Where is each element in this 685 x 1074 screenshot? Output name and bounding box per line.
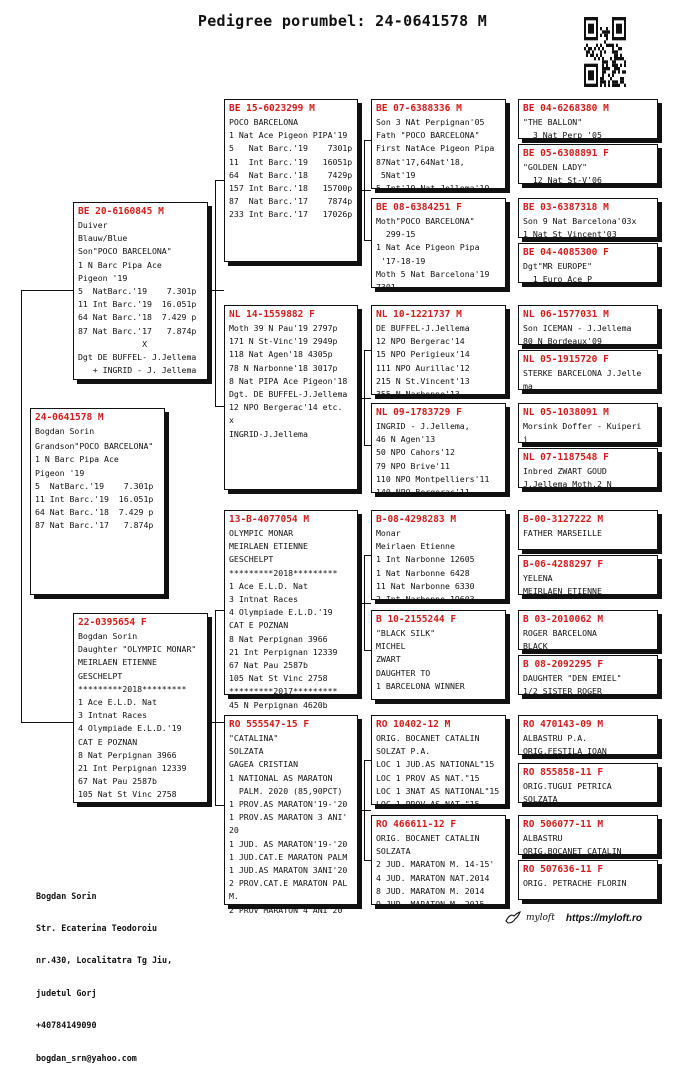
great-grandparent-card — [371, 715, 506, 810]
pedigree-line: Moth 5 Nat Barcelona'19 — [376, 268, 490, 279]
pedigree-line: 1 N Barc Pipa Ace — [78, 259, 162, 270]
pedigree-line: j — [523, 434, 528, 445]
pedigree-line: SOLZATA — [229, 746, 264, 757]
ring-number: NL 06-1577031 M — [523, 309, 609, 320]
ancestor-card — [518, 860, 658, 900]
pedigree-line: 1 NATIONAL AS MARATON — [229, 772, 333, 783]
sire-card — [73, 202, 208, 380]
pedigree-line: 7301 — [376, 282, 396, 293]
pedigree-line: 5 Int'19,Nat Jellema'19 — [376, 183, 490, 194]
pedigree-line: Grandson"POCO BARCELONA" — [35, 441, 154, 452]
page-title: Pedigree porumbel: 24-0641578 M — [197, 12, 488, 30]
connector-line — [21, 722, 73, 723]
pedigree-line: GAGEA CRISTIAN — [229, 759, 299, 770]
pedigree-line: Bogdan Sorin — [35, 426, 95, 436]
pedigree-line: 8 Nat Perpignan 3966 — [229, 633, 328, 644]
ancestor-card — [518, 305, 658, 345]
pedigree-line: 5Nat'19 — [376, 169, 416, 180]
ancestor-card — [518, 243, 658, 283]
pedigree-line: 111 NPO Aurillac'12 — [376, 362, 470, 373]
pedigree-line: 46 N Agen'13 — [376, 434, 436, 445]
pedigree-line: 4 Olympiade E.L.D.'19 — [229, 607, 333, 618]
pedigree-line: ZWART — [376, 654, 401, 665]
pedigree-line: 5 Nat Barc.'19 7301p — [229, 143, 353, 154]
pedigree-line: 3 Intnat Races — [229, 594, 299, 605]
ring-number: 24-0641578 M — [35, 412, 104, 423]
great-grandparent-card — [371, 198, 506, 293]
grandparent-card — [224, 510, 358, 710]
pedigree-line: '17-18-19 — [376, 255, 426, 266]
pedigree-line: 8 JUD. MARATON M. 2014 — [376, 885, 485, 896]
great-grandparent-card — [371, 510, 506, 605]
pedigree-line: 20 — [229, 825, 239, 836]
pedigree-line: 171 N St-Vinc'19 2949p — [229, 336, 338, 347]
ring-number: NL 10-1221737 M — [376, 309, 462, 320]
pedigree-line: MICHEL — [376, 641, 406, 652]
pedigree-line: J.Jellema Moth.2 N — [523, 479, 612, 490]
pedigree-line: STERKE BARCELONA J.Jelle — [523, 368, 642, 378]
pedigree-line: 64 Nat Barc.'18 7.429 p — [35, 507, 154, 518]
ring-number: BE 08-6384251 F — [376, 202, 462, 213]
pedigree-line: 215 N St.Vincent'13 — [376, 375, 470, 386]
pedigree-line: 11 Int Barc.'19 16.051p — [78, 299, 197, 310]
pedigree-line: 355 N Narbonne'13 — [376, 389, 460, 400]
great-grandparent-card — [371, 403, 506, 498]
pedigree-line: SOLZATA — [376, 846, 411, 857]
pedigree-line: Son 9 Nat Barcelona'03x — [523, 216, 637, 226]
pedigree-line: 105 Nat St Vinc 2758 — [78, 789, 177, 800]
pedigree-line: 1 Int Narbonne 12605 — [376, 554, 475, 565]
pedigree-line: 1 Euro Ace P — [523, 274, 593, 285]
connector-line — [358, 810, 371, 811]
pedigree-line: Moth 39 N Pau'19 2797p — [229, 323, 338, 333]
pedigree-line: Dgt. DE BUFFEL-J.Jellema — [229, 389, 348, 400]
pedigree-line: POCO BARCELONA — [229, 117, 299, 127]
ancestor-card — [518, 403, 658, 443]
ancestor-card — [518, 655, 658, 695]
pedigree-line: Monar — [376, 528, 401, 538]
pedigree-line: *********2017********* — [229, 686, 338, 697]
ring-number: B 03-2010062 M — [523, 614, 604, 625]
connector-line — [364, 445, 371, 446]
pedigree-line: First NatAce Pigeon Pipa — [376, 143, 495, 154]
pedigree-line: Bogdan Sorin — [78, 631, 138, 641]
pedigree-line: 5 NatBarc.'19 7.301p — [35, 480, 154, 491]
connector-line — [215, 610, 216, 805]
ring-number: B-08-4298283 M — [376, 514, 457, 525]
pedigree-line: 87Nat'17,64Nat'18, — [376, 156, 465, 167]
dam-card — [73, 613, 208, 803]
pedigree-line: 233 Int Barc.'17 17026p — [229, 209, 353, 220]
pedigree-line: OLYMPIC MONAR — [229, 528, 294, 538]
ancestor-card — [518, 99, 658, 139]
owner-street: Str. Ecaterina Teodoroiu — [36, 922, 158, 933]
owner-email: bogdan_srn@yahoo.com — [36, 1052, 137, 1063]
pedigree-line: 15 NPO Perigieux'14 — [376, 349, 470, 360]
ring-number: NL 07-1187548 F — [523, 452, 609, 463]
pedigree-line: Son"POCO BARCELONA" — [78, 246, 172, 257]
ancestor-card — [518, 555, 658, 595]
ring-number: RO 470143-09 M — [523, 719, 604, 730]
ring-number: BE 03-6387318 M — [523, 202, 609, 213]
pedigree-line: 1 Ace E.L.D. Nat — [229, 580, 308, 591]
connector-line — [208, 290, 224, 291]
owner-phone: +40784149090 — [36, 1020, 97, 1031]
pedigree-line: "GOLDEN LADY" — [523, 162, 588, 172]
ring-number: BE 05-6308891 F — [523, 148, 609, 159]
pedigree-line: YELENA — [523, 573, 553, 583]
great-grandparent-card — [371, 99, 506, 194]
pedigree-line: 80 N Bordeaux'09 — [523, 336, 602, 347]
pedigree-line: X — [78, 338, 148, 349]
pedigree-line: 4 Olympiade E.L.D.'19 — [78, 723, 182, 734]
great-grandparent-card — [371, 610, 506, 700]
pedigree-line: 1 Nat Narbonne 6428 — [376, 567, 470, 578]
pedigree-line: MEIRLAEN ETIENNE — [78, 657, 157, 668]
pedigree-line: 3 Nat Perp '05 — [523, 130, 602, 141]
pedigree-line: GESCHELPT — [78, 670, 123, 681]
pedigree-line: 50 NPO Cahors'12 — [376, 447, 455, 458]
ancestor-card — [518, 510, 658, 550]
pedigree-line: 299-15 — [376, 229, 416, 240]
ancestor-card — [518, 815, 658, 855]
ring-number: B 10-2155244 F — [376, 614, 457, 625]
pedigree-line: 12 NPO Bergerac'14 etc. — [229, 402, 343, 413]
ring-number: BE 04-4085300 F — [523, 247, 609, 258]
pedigree-line: 9 JUD. MARATON M. 2015 — [376, 899, 485, 910]
pedigree-line: 11 Nat Narbonne 6330 — [376, 580, 475, 591]
pedigree-line: LOC 1 3NAT AS NATIONAL"15 — [376, 785, 500, 796]
pedigree-line: 78 N Narbonne'18 3017p — [229, 362, 338, 373]
ring-number: RO 507636-11 F — [523, 864, 604, 875]
pedigree-line: 67 Nat Pau 2587b — [78, 776, 157, 787]
connector-line — [364, 760, 371, 761]
pedigree-line: 2 PROV MARATON 4 ANI'20 — [229, 904, 343, 915]
connector-line — [358, 398, 371, 399]
pedigree-line: 87 Nat Barc.'17 7874p — [229, 196, 353, 207]
pedigree-line: 87 Nat Barc.'17 7.874p — [78, 325, 197, 336]
pedigree-line: 1 Nat St Vincent'03 — [523, 229, 617, 240]
qr-code — [584, 17, 626, 87]
ring-number: BE 15-6023299 M — [229, 103, 315, 114]
pedigree-line: Pigeon '19 — [78, 272, 128, 283]
pedigree-line: M. — [229, 891, 239, 902]
pedigree-line: 64 Nat Barc.'18 7429p — [229, 169, 353, 180]
pedigree-line: Inbred ZWART GOUD — [523, 466, 607, 476]
ring-number: NL 05-1915720 F — [523, 354, 609, 365]
ancestor-card — [518, 198, 658, 238]
great-grandparent-card — [371, 815, 506, 910]
ring-number: B 08-2092295 F — [523, 659, 604, 670]
pedigree-line: 1 JUD.AS MARATON 3ANI'20 — [229, 865, 348, 876]
owner-contact — [36, 869, 172, 1074]
ancestor-card — [518, 610, 658, 650]
pedigree-line: ORIG. BOCANET CATALIN — [376, 733, 480, 743]
connector-line — [215, 180, 224, 181]
connector-line — [215, 610, 224, 611]
pedigree-line: CAT E POZNAN — [78, 736, 138, 747]
pedigree-line: DE BUFFEL-J.Jellema — [376, 323, 470, 333]
pedigree-line: *********2018********* — [78, 683, 187, 694]
pedigree-line: 3 Intnat Races — [78, 710, 148, 721]
pedigree-line: 2 JUD. MARATON M. 14-15' — [376, 859, 495, 870]
pedigree-line: Duiver — [78, 220, 108, 230]
pedigree-line: ORIG. PETRACHE FLORIN — [523, 878, 627, 888]
pedigree-line: ORIG.BOCANET CATALIN — [523, 846, 622, 857]
ring-number: B-00-3127222 M — [523, 514, 604, 525]
pedigree-line: x — [229, 415, 234, 426]
pigeon-logo-icon — [505, 911, 521, 925]
ancestor-card — [518, 350, 658, 390]
pedigree-line: 1 PROV.AS MARATON'19-'20 — [229, 799, 348, 810]
ring-number: RO 506077-11 M — [523, 819, 604, 830]
pedigree-line: PALM. 2020 (85,90PCT) — [229, 785, 343, 796]
pedigree-line: CAT E POZNAN — [229, 620, 289, 631]
ring-number: 22-0395654 F — [78, 617, 147, 628]
pedigree-line: ALBASTRU — [523, 833, 563, 843]
connector-line — [208, 722, 224, 723]
pedigree-line: LOC 1 PROV AS NAT."15 — [376, 799, 480, 810]
pedigree-line: 8 Nat PIPA Ace Pigeon'18 — [229, 375, 348, 386]
connector-line — [364, 650, 371, 651]
pedigree-line: 87 Nat Barc.'17 7.874p — [35, 520, 154, 531]
connector-line — [364, 240, 371, 241]
pedigree-line: 1 PROV.AS MARATON 3 ANI' — [229, 812, 348, 823]
connector-line — [215, 406, 224, 407]
pedigree-line: Pigeon '19 — [35, 467, 85, 478]
pedigree-line: 1 N Barc Pipa Ace — [35, 454, 119, 465]
pedigree-line: 1 JUD.CAT.E MARATON PALM — [229, 851, 348, 862]
pedigree-line: + INGRID - J. Jellema — [78, 365, 197, 376]
owner-county: judetul Gorj — [36, 987, 97, 998]
ring-number: RO 855858-11 F — [523, 767, 604, 778]
pedigree-line: ORIG.FESTILA IOAN — [523, 746, 607, 757]
pedigree-line: Son 3 NAt Perpignan'05 — [376, 117, 485, 127]
pedigree-line: Meirlaen Etienne — [376, 541, 455, 552]
grandparent-card — [224, 305, 358, 490]
ring-number: NL 14-1559882 F — [229, 309, 315, 320]
pedigree-line: 2 Int Narbonne 19603 — [376, 594, 475, 605]
pedigree-line: 118 Nat Agen'18 4305p — [229, 349, 333, 360]
ring-number: RO 555547-15 F — [229, 719, 310, 730]
ring-number: BE 04-6268380 M — [523, 103, 609, 114]
grandparent-card — [224, 715, 358, 915]
pedigree-line: GESCHELPT — [229, 554, 274, 565]
pedigree-line: 105 Nat St Vinc 2758 — [229, 673, 328, 684]
pedigree-line: LOC 1 PROV AS NAT."15 — [376, 772, 480, 783]
pedigree-line: Blauw/Blue — [78, 233, 128, 244]
pedigree-line: Fath "POCO BARCELONA" — [376, 130, 480, 141]
pedigree-line: MEIRLAEN ETIENNE — [523, 586, 602, 597]
pedigree-line: 79 NPO Brive'11 — [376, 460, 450, 471]
pedigree-line: 2 PROV.CAT.E MARATON PAL — [229, 878, 348, 889]
ring-number: NL 05-1038091 M — [523, 407, 609, 418]
pedigree-line: 8 Nat Perpignan 3966 — [78, 749, 177, 760]
connector-line — [358, 190, 371, 191]
brand-footer — [505, 911, 642, 925]
pedigree-line: Dgt"MR EUROPE" — [523, 261, 593, 271]
pedigree-line: Morsink Doffer - Kuiperi — [523, 421, 642, 431]
pedigree-line: 21 Int Perpignan 12339 — [78, 763, 187, 774]
great-grandparent-card — [371, 305, 506, 400]
ring-number: RO 10402-12 M — [376, 719, 451, 730]
pedigree-line: 12 NPO Bergerac'14 — [376, 336, 465, 347]
connector-line — [215, 180, 216, 406]
pedigree-line: 45 N Perpignan 4620b — [229, 699, 328, 710]
grandparent-card — [224, 99, 358, 262]
ring-number: RO 466611-12 F — [376, 819, 457, 830]
pedigree-line: "THE BALLON" — [523, 117, 583, 127]
pedigree-line: 64 Nat Barc.'18 7.429 p — [78, 312, 197, 323]
pedigree-line: INGRID-J.Jellema — [229, 428, 308, 439]
ring-number: BE 07-6388336 M — [376, 103, 462, 114]
pedigree-line: DAUGHTER TO — [376, 667, 431, 678]
connector-line — [215, 805, 224, 806]
pedigree-line: ORIG.TUGUI PETRICA — [523, 781, 612, 791]
pedigree-line: LOC 1 JUD.AS NATIONAL"15 — [376, 759, 495, 770]
pedigree-line: ALBASTRU P.A. — [523, 733, 588, 743]
connector-line — [364, 140, 371, 141]
pedigree-line: 67 Nat Pau 2587b — [229, 660, 308, 671]
connector-line — [364, 555, 371, 556]
pedigree-line: 1 Ace E.L.D. Nat — [78, 697, 157, 708]
pedigree-line: BLACK — [523, 641, 548, 652]
ring-number: B-06-4288297 F — [523, 559, 604, 570]
pedigree-line: 1 Nat Ace Pigeon Pipa — [376, 242, 480, 253]
pedigree-line: Moth"POCO BARCELONA" — [376, 216, 475, 226]
ancestor-card — [518, 715, 658, 755]
owner-locality: nr.430, Localitatra Tg Jiu, — [36, 955, 173, 966]
pedigree-line: FATHER MARSEILLE — [523, 528, 602, 538]
connector-line — [364, 350, 371, 351]
pedigree-line: 5 NatBarc.'19 7.301p — [78, 286, 197, 297]
pedigree-line: 110 NPO Montpelliers'11 — [376, 473, 490, 484]
pedigree-line: DAUGHTER "DEN EMIEL" — [523, 673, 622, 683]
pedigree-line: *********2018********* — [229, 567, 338, 578]
pedigree-line: Son ICEMAN - J.Jellema — [523, 323, 632, 333]
pedigree-line: 21 Int Perpignan 12339 — [229, 646, 338, 657]
ring-number: 13-B-4077054 M — [229, 514, 310, 525]
pedigree-line: 1 Nat Ace Pigeon PIPA'19 — [229, 130, 348, 141]
pedigree-line: MEIRLAEN ETIENNE — [229, 541, 308, 552]
pedigree-line: "CATALINA" — [229, 733, 279, 743]
pedigree-line: INGRID - J.Jellema, — [376, 421, 470, 431]
ancestor-card — [518, 144, 658, 184]
pedigree-line: ma — [523, 381, 533, 392]
brand-url[interactable]: https://myloft.ro — [565, 912, 642, 924]
pedigree-line: 157 Int Barc.'18 15700p — [229, 183, 353, 194]
pedigree-line: Daughter "OLYMPIC MONAR" — [78, 644, 197, 655]
connector-line — [21, 290, 73, 291]
pedigree-line: "BLACK SILK" — [376, 628, 436, 638]
pedigree-line: 1 JUD. AS MARATON'19-'20 — [229, 838, 348, 849]
ancestor-card — [518, 448, 658, 488]
ring-number: NL 09-1783729 F — [376, 407, 462, 418]
pedigree-line: 1/2 SISTER ROGER — [523, 686, 602, 697]
ring-number: BE 20-6160845 M — [78, 206, 164, 217]
pedigree-line: 4 JUD. MARATON NAT.2014 — [376, 872, 490, 883]
connector-line — [358, 603, 371, 604]
pedigree-line: 11 Int Barc.'19 16051p — [229, 156, 353, 167]
owner-name: Bogdan Sorin — [36, 890, 97, 901]
pedigree-line: 140 NPO Bergerac'11 — [376, 487, 470, 498]
connector-line — [21, 290, 22, 722]
pedigree-line: ORIG. BOCANET CATALIN — [376, 833, 480, 843]
connector-line — [364, 860, 371, 861]
pedigree-line: SOLZAT P.A. — [376, 746, 431, 757]
pedigree-line: 12 Nat St-V'06 — [523, 175, 602, 186]
brand-logo: myloft — [526, 913, 555, 923]
pedigree-line: 1 BARCELONA WINNER — [376, 680, 465, 691]
pedigree-line: Dgt DE BUFFEL- J.Jellema — [78, 352, 197, 363]
ancestor-card — [518, 763, 658, 803]
pedigree-line: ROGER BARCELONA — [523, 628, 597, 638]
pedigree-line: 11 Int Barc.'19 16.051p — [35, 494, 154, 505]
pedigree-line: SOLZATA — [523, 794, 558, 805]
subject-card — [30, 408, 165, 595]
